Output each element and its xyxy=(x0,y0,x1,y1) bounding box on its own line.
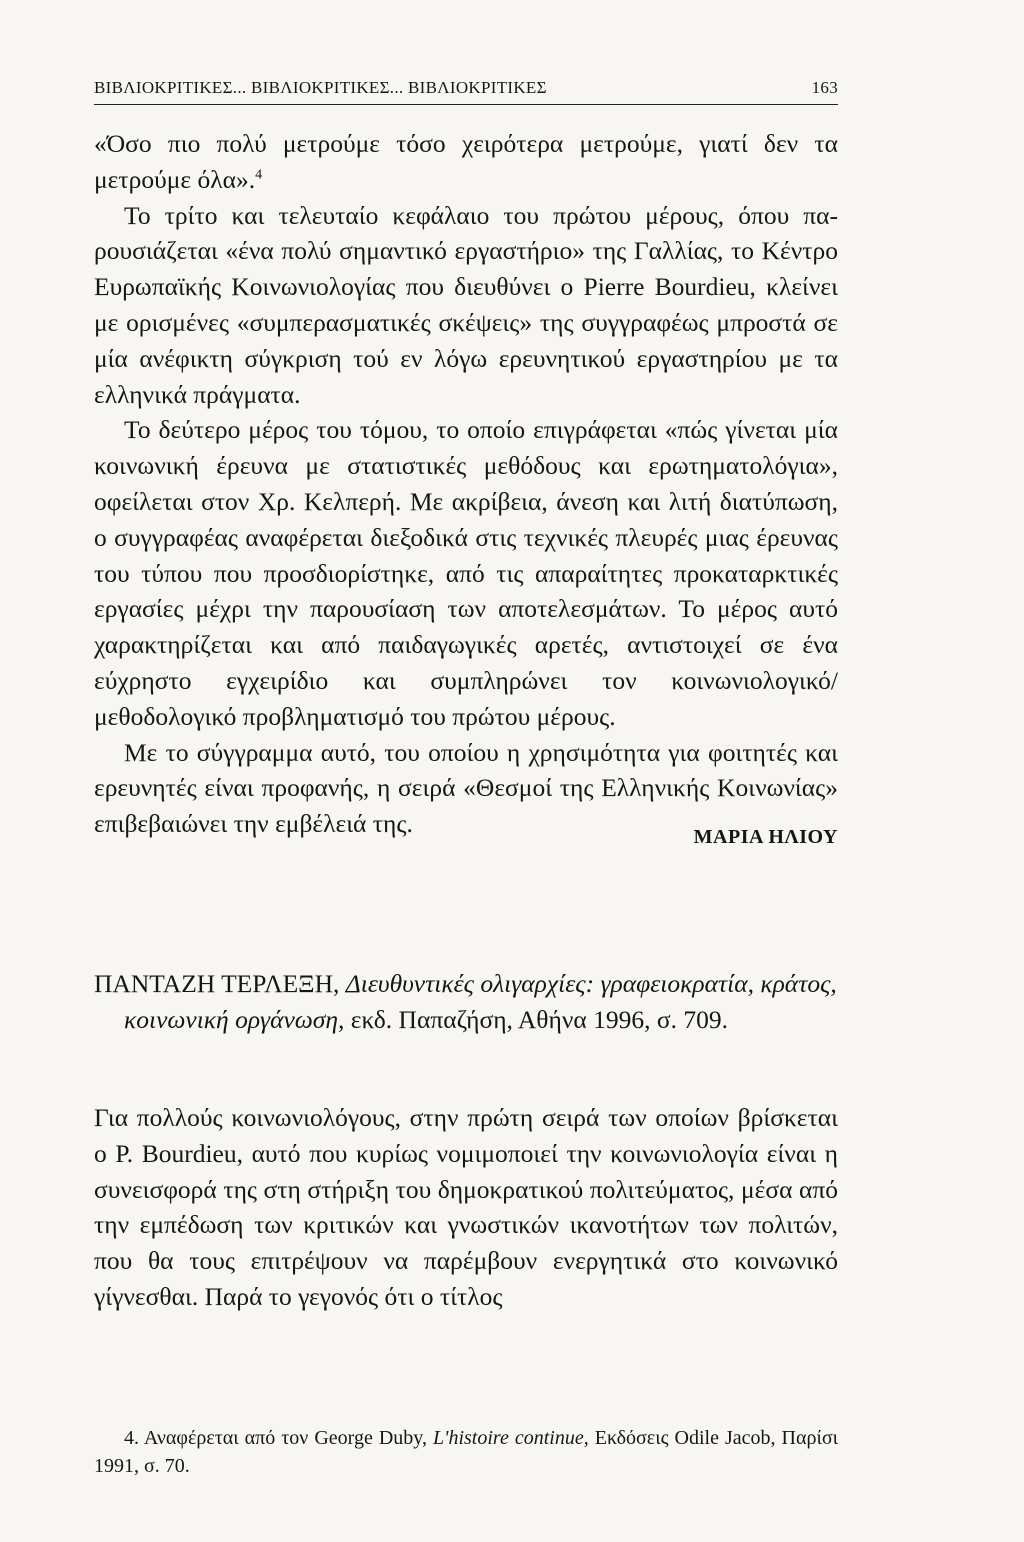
paragraph: Το δεύτερο μέρος του τόμου, το οποίο επιγράφεται «πώς γίνεται μία κοινωνική έρευνα με στατιστικές μεθόδους και ερωτηματολόγια», οφείλεται στον Χρ. Κελπερή. Με ακρίβεια, άνεση και λιτή διατύπωση, ο συγγραφέας αναφέρεται διεξοδικά στις τεχνικές πλευρές μιας έρευνας του τύπου που προσδιορίστηκε, από τις απαραίτητες προκαταρκτικές εργασίες μέχρι την παρουσίαση των αποτελεσμάτων. Το μέρος αυτό χαρακτηρίζεται και από παιδαγωγικές αρετές, αντιστοιχεί σε ένα εύχρηστο εγχειρίδιο και συμπληρώνει τον κοινωνιολογικό/μεθοδολογικό προβληματισμό του πρώτου μέρους. xyxy=(94,415,838,731)
reviewer-signature: ΜΑΡΙΑ ΗΛΙΟΥ xyxy=(693,826,838,848)
review-2-body xyxy=(94,1100,838,1315)
page-number: 163 xyxy=(811,78,838,97)
quote-text: «Όσο πιο πολύ μετρούμε τόσο χειρότερα μετρούμε, γιατί δεν τα μετρούμε όλα». xyxy=(94,129,838,194)
footnote-ref: 4 xyxy=(255,167,263,183)
paragraph: Το τρίτο και τελευταίο κεφάλαιο του πρώτου μέρους, όπου παρουσιάζεται «ένα πολύ σημαντικό εργαστήριο» της Γαλλίας, το Κέντρο Ευρωπαϊκής Κοινωνιολογίας που διευθύνει ο Pierre Bourdieu, κλείνει με ορισμένες «συμπερασματικές σκέψεις» της συγγραφέως μπροστά σε μία ανέφικτη σύγκριση τού εν λόγω ερευνητικού εργαστηρίου με τα ελληνικά πράγματα. xyxy=(94,200,838,409)
book-publication: εκδ. Παπαζήση, Αθήνα 1996, σ. 709. xyxy=(350,1004,728,1034)
footnote-italic-title: L'histoire continue, xyxy=(433,1427,589,1449)
book-reference xyxy=(94,966,838,1038)
paragraph: Με το σύγγραμμα αυτό, του οποίου η χρησιμότητα για φοιτητές και ερευνητές είναι προφανής, η σειρά «Θεσμοί της Ελληνικής Κοινωνίας» επιβεβαιώνει την εμβέλειά της. xyxy=(94,737,838,839)
review-1-body xyxy=(94,126,838,842)
footnote-number: 4. xyxy=(124,1427,139,1449)
quote-paragraph xyxy=(94,126,838,198)
footnote xyxy=(94,1424,838,1480)
running-title: ΒΙΒΛΙΟΚΡΙΤΙΚΕΣ... ΒΙΒΛΙΟΚΡΙΤΙΚΕΣ... ΒΙΒΛΙΟΚΡΙΤΙΚΕΣ xyxy=(94,78,547,97)
book-author: ΠΑΝΤΑΖΗ ΤΕΡΛΕΞΗ, xyxy=(94,969,340,998)
book-title: Διευθυντικές ολιγαρχίες: γραφειοκρατία, κράτος, κοινωνική οργάνωση, xyxy=(124,969,837,1034)
paragraph: Για πολλούς κοινωνιολόγους, στην πρώτη σειρά των οποίων βρίσκεται ο P. Bourdieu, αυτό που κυρίως νομιμοποιεί την κοινωνιολογία είναι η συνεισφορά της στη στήριξη του δημοκρατικού πολιτεύματος, μέσα από την εμπέδωση των κριτικών και γνωστικών ικανοτήτων των πολιτών, που θα τους επιτρέψουν να παρέμβουν ενεργητικά στο κοινωνικό γίγνεσθαι. Παρά το γεγονός ότι ο τίτλος xyxy=(94,1103,838,1311)
footnote-text: Αναφέρεται από τον George Duby, xyxy=(143,1427,428,1449)
footnote-text-after: Εκδόσεις Odile Jacob, Παρίσι 1991, σ. 70. xyxy=(94,1427,838,1477)
running-header xyxy=(94,78,838,105)
